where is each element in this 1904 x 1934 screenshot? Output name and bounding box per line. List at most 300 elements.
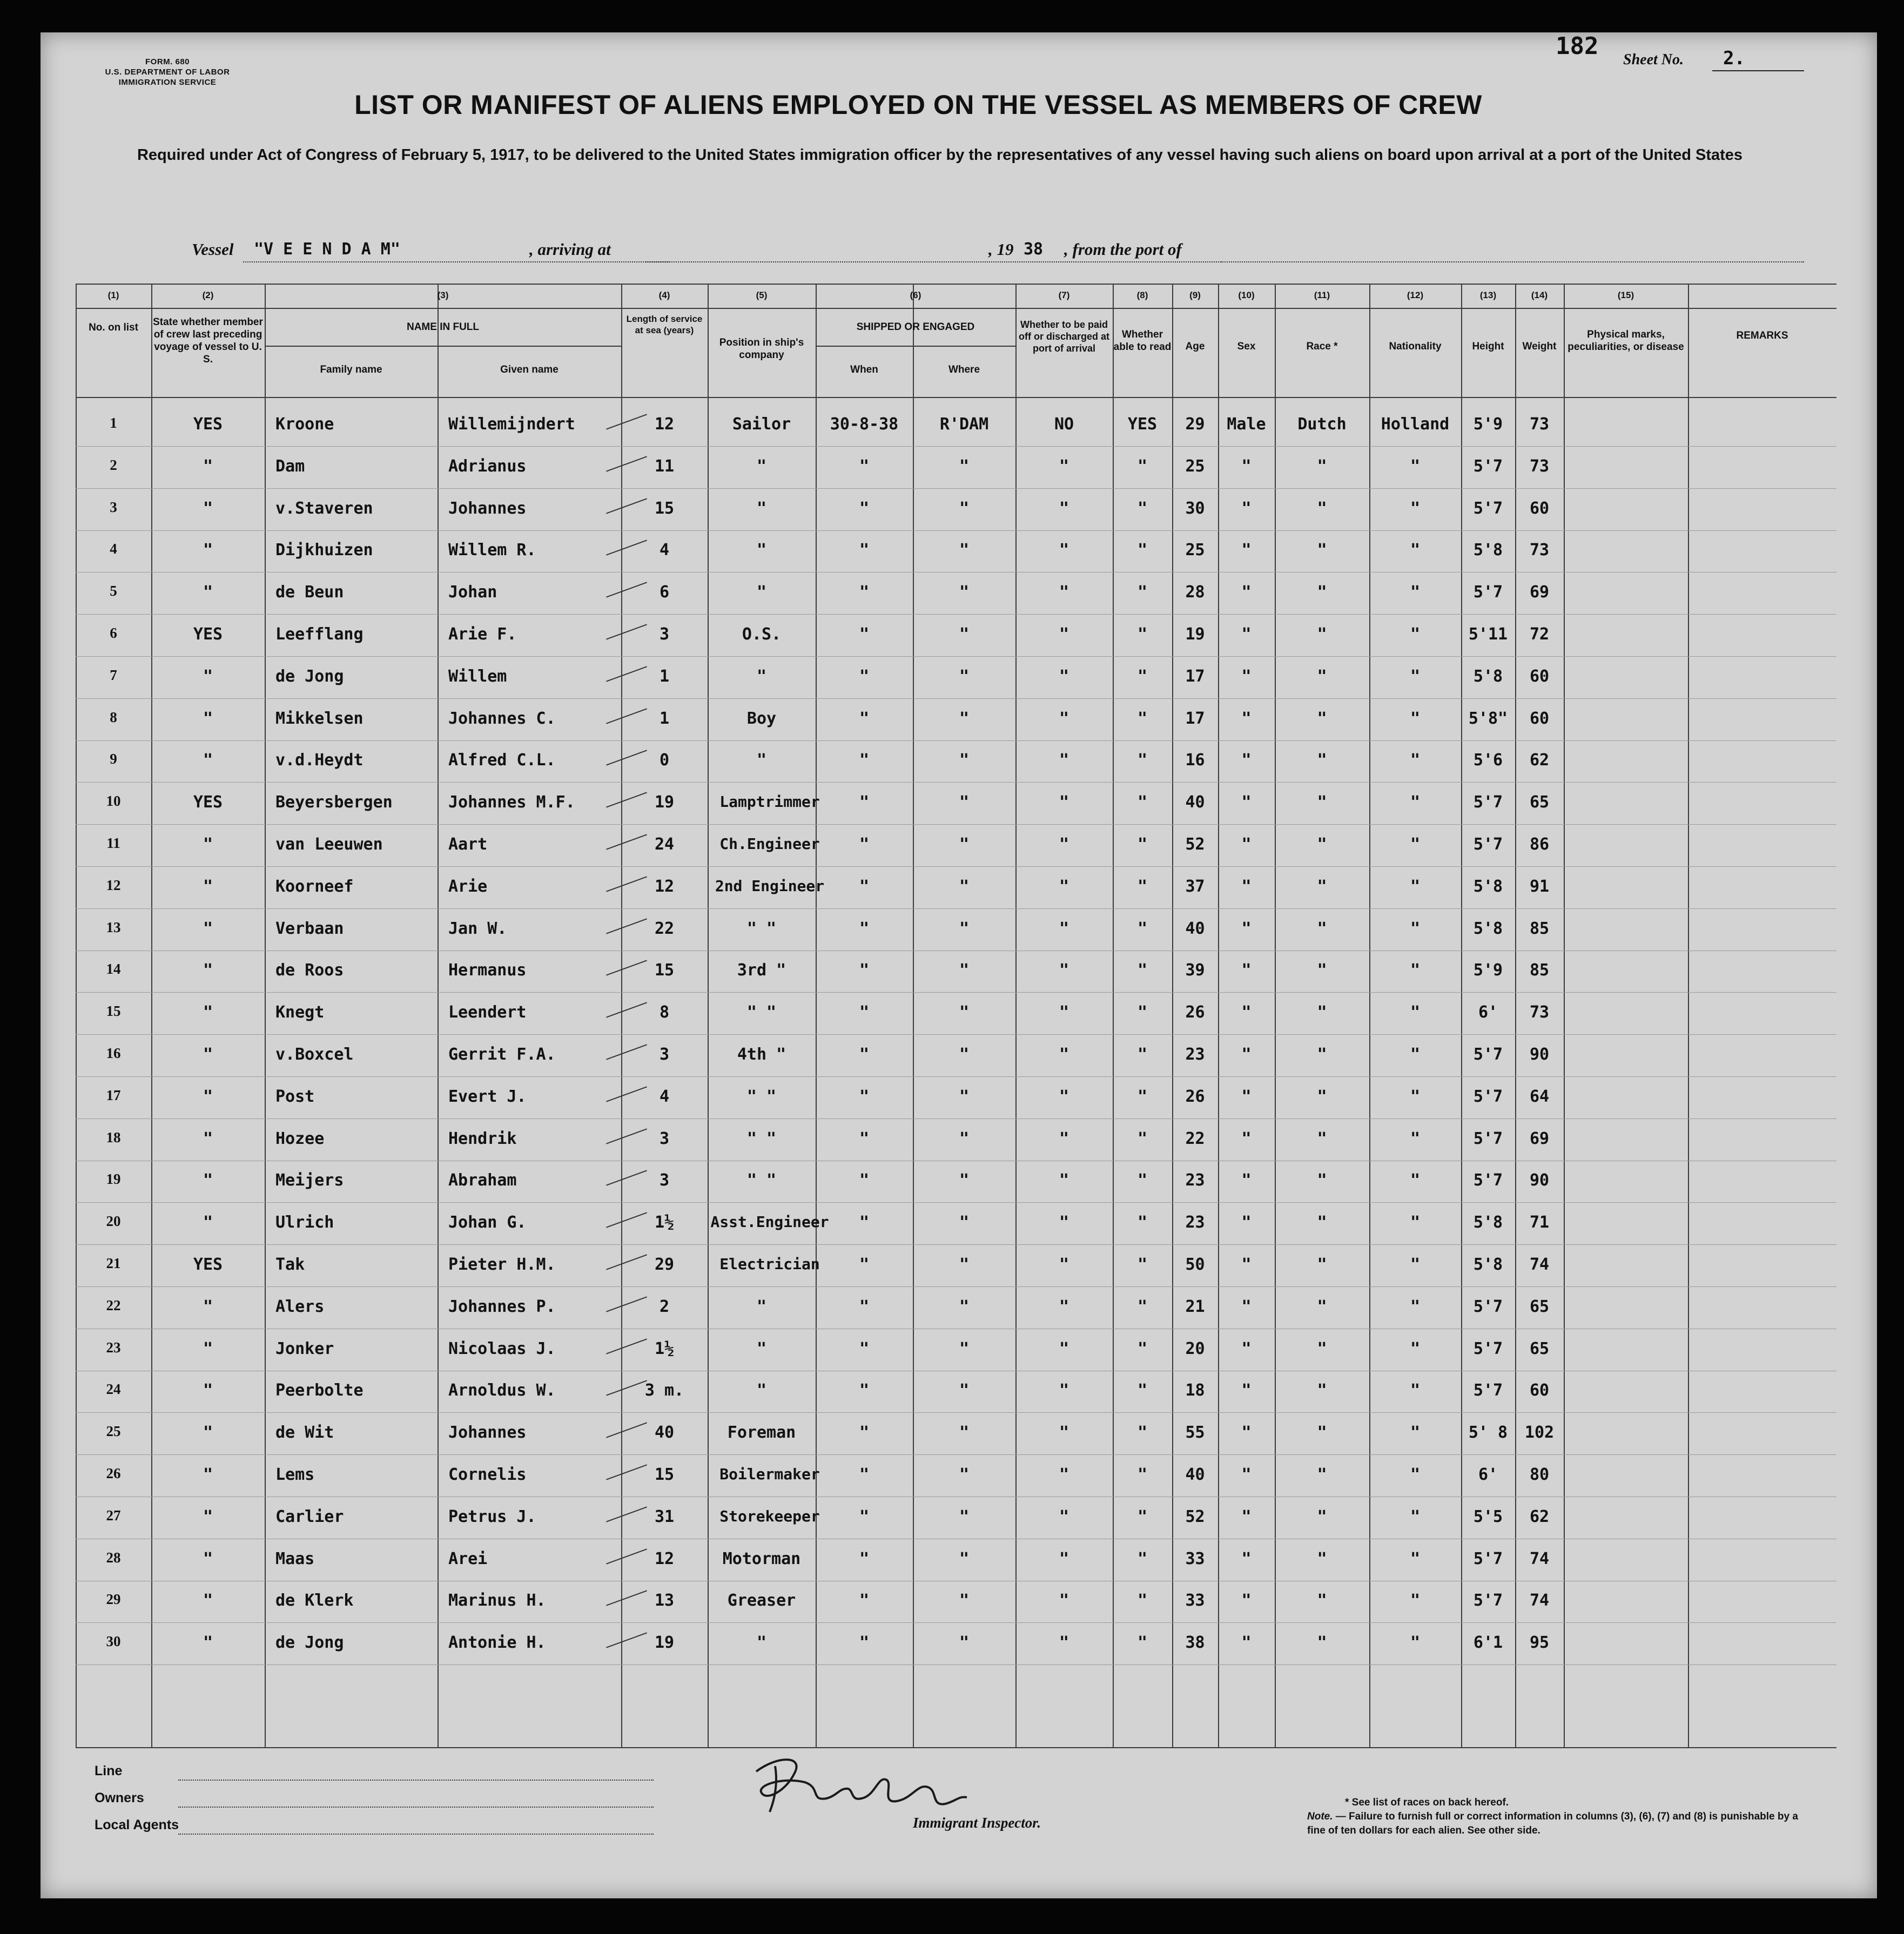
previous-voyage: " — [203, 583, 213, 602]
row-rule — [76, 782, 1836, 783]
sex: " — [1241, 1423, 1252, 1443]
shipped-where: " — [959, 1591, 970, 1610]
weight: 74 — [1529, 1255, 1550, 1274]
year-value: 38 — [1024, 240, 1044, 259]
column-divider — [265, 284, 266, 1747]
race: " — [1317, 1549, 1327, 1568]
sex: " — [1241, 709, 1252, 728]
height: 6' — [1478, 1003, 1498, 1022]
sex: " — [1241, 1549, 1252, 1568]
height: 5'7 — [1473, 1381, 1503, 1400]
row-number: 16 — [106, 1045, 121, 1061]
paid-off: " — [1059, 751, 1069, 770]
shipped-where: " — [959, 1297, 970, 1316]
able-to-read: " — [1137, 1213, 1148, 1232]
row-number: 23 — [106, 1339, 121, 1356]
given-name: Willemijndert — [448, 415, 575, 434]
age: 23 — [1185, 1171, 1205, 1190]
family-name: de Klerk — [275, 1591, 354, 1610]
paid-off: " — [1059, 1297, 1069, 1316]
race: " — [1317, 709, 1327, 728]
years-at-sea: 40 — [654, 1423, 675, 1443]
nationality: " — [1410, 751, 1421, 770]
shipped-when: " — [859, 793, 870, 812]
age: 30 — [1185, 498, 1205, 518]
from-port-label: , from the port of — [1064, 240, 1182, 259]
able-to-read: " — [1137, 1255, 1148, 1274]
sex: " — [1241, 456, 1252, 476]
shipped-when: " — [859, 666, 870, 686]
weight: 73 — [1529, 415, 1550, 434]
previous-voyage: " — [203, 1297, 213, 1316]
able-to-read: " — [1137, 1591, 1148, 1610]
weight: 73 — [1529, 1003, 1550, 1022]
height: 5'5 — [1473, 1507, 1503, 1526]
column-number: (9) — [1189, 290, 1201, 300]
row-rule — [76, 656, 1836, 657]
shipped-when: " — [859, 625, 870, 644]
able-to-read: " — [1137, 1129, 1148, 1148]
family-name: Dijkhuizen — [275, 541, 373, 560]
header-state-whether: State whether member of crew last preceding voyage of vessel to U. S. — [153, 316, 263, 365]
vessel-label: Vessel — [192, 240, 234, 259]
race: " — [1317, 1255, 1327, 1274]
previous-voyage: " — [203, 498, 213, 518]
row-rule — [76, 1076, 1836, 1077]
nationality: " — [1410, 583, 1421, 602]
column-divider — [1688, 284, 1689, 1747]
sex: " — [1241, 1003, 1252, 1022]
row-number: 22 — [106, 1297, 121, 1313]
able-to-read: " — [1137, 1465, 1148, 1484]
nationality: " — [1410, 1255, 1421, 1274]
inspector-label: Immigrant Inspector. — [913, 1815, 1041, 1831]
shipped-when: " — [859, 1633, 870, 1653]
given-name: Arie — [448, 877, 488, 896]
weight: 69 — [1529, 583, 1550, 602]
shipped-where: " — [959, 498, 970, 518]
years-at-sea: 12 — [654, 877, 675, 896]
weight: 72 — [1529, 625, 1550, 644]
weight: 74 — [1529, 1591, 1550, 1610]
header-given-name: Given name — [500, 364, 559, 375]
able-to-read: " — [1137, 1297, 1148, 1316]
row-rule — [76, 530, 1836, 531]
ship-position: " " — [746, 919, 777, 938]
height: 5'9 — [1473, 961, 1503, 980]
ship-position: Motorman — [722, 1549, 801, 1568]
sex: " — [1241, 835, 1252, 854]
header-where: Where — [948, 364, 980, 375]
given-name: Johannes — [448, 498, 527, 518]
previous-voyage: " — [203, 666, 213, 686]
nationality: " — [1410, 666, 1421, 686]
port-underline — [1221, 261, 1804, 262]
years-at-sea: 15 — [654, 961, 675, 980]
ship-position: Asst.Engineer — [710, 1213, 829, 1231]
age: 23 — [1185, 1213, 1205, 1232]
ship-position: " — [756, 1339, 767, 1358]
shipped-when: " — [859, 1297, 870, 1316]
nationality: " — [1410, 1591, 1421, 1610]
family-name: Koorneef — [275, 877, 354, 896]
given-name: Hendrik — [448, 1129, 517, 1148]
shipped-when: " — [859, 709, 870, 728]
family-name: Meijers — [275, 1171, 344, 1190]
shipped-when: " — [859, 1549, 870, 1568]
previous-voyage: " — [203, 1591, 213, 1610]
paid-off: " — [1059, 1213, 1069, 1232]
able-to-read: " — [1137, 709, 1148, 728]
paid-off: " — [1059, 1423, 1069, 1443]
ship-position: O.S. — [742, 625, 782, 644]
shipped-where: " — [959, 1129, 970, 1148]
paid-off: " — [1059, 1633, 1069, 1653]
able-to-read: " — [1137, 625, 1148, 644]
shipped-where: " — [959, 541, 970, 560]
ship-position: " " — [746, 1129, 777, 1148]
shipped-where: " — [959, 1087, 970, 1106]
weight: 64 — [1529, 1087, 1550, 1106]
race: " — [1317, 541, 1327, 560]
shipped-where: " — [959, 456, 970, 476]
race: " — [1317, 751, 1327, 770]
previous-voyage: " — [203, 1087, 213, 1106]
race: " — [1317, 1633, 1327, 1653]
age: 40 — [1185, 919, 1205, 938]
paid-off: " — [1059, 625, 1069, 644]
previous-voyage: " — [203, 1171, 213, 1190]
sex: " — [1241, 1129, 1252, 1148]
height: 5'7 — [1473, 498, 1503, 518]
header-height: Height — [1472, 341, 1504, 352]
years-at-sea: 4 — [659, 541, 670, 560]
years-at-sea: 8 — [659, 1003, 670, 1022]
column-divider — [438, 284, 439, 1747]
given-name: Alfred C.L. — [448, 751, 556, 770]
ship-position: Foreman — [727, 1423, 796, 1443]
shipped-where: " — [959, 1171, 970, 1190]
weight: 60 — [1529, 709, 1550, 728]
given-name: Johannes P. — [448, 1297, 556, 1316]
row-number: 27 — [106, 1507, 121, 1524]
row-rule — [76, 866, 1836, 867]
weight: 102 — [1524, 1423, 1555, 1443]
shipped-when: " — [859, 1507, 870, 1526]
shipped-where: " — [959, 877, 970, 896]
row-rule — [76, 824, 1836, 825]
column-number: (13) — [1479, 290, 1497, 300]
vessel-info-row — [157, 238, 1804, 265]
nationality: " — [1410, 961, 1421, 980]
header-weight: Weight — [1522, 341, 1557, 352]
years-at-sea: 13 — [654, 1591, 675, 1610]
age: 16 — [1185, 751, 1205, 770]
given-name: Hermanus — [448, 961, 527, 980]
ship-position: 4th " — [737, 1045, 786, 1064]
row-number: 19 — [106, 1171, 121, 1188]
given-name: Johan G. — [448, 1213, 527, 1232]
age: 39 — [1185, 961, 1205, 980]
ship-position: Boy — [746, 709, 777, 728]
years-at-sea: 11 — [654, 456, 675, 476]
shipped-when: " — [859, 1045, 870, 1064]
weight: 60 — [1529, 666, 1550, 686]
years-at-sea: 3 — [659, 1171, 670, 1190]
paid-off: " — [1059, 666, 1069, 686]
weight: 65 — [1529, 793, 1550, 812]
given-name: Gerrit F.A. — [448, 1045, 556, 1064]
document-title: LIST OR MANIFEST OF ALIENS EMPLOYED ON THE VESSEL AS MEMBERS OF CREW — [354, 90, 1482, 120]
years-at-sea: 3 — [659, 1129, 670, 1148]
ship-position: " " — [746, 1171, 777, 1190]
race: " — [1317, 583, 1327, 602]
inspector-signature — [745, 1750, 972, 1820]
age: 25 — [1185, 456, 1205, 476]
given-name: Abraham — [448, 1171, 517, 1190]
race: " — [1317, 1213, 1327, 1232]
given-name: Leendert — [448, 1003, 527, 1022]
family-name: Tak — [275, 1255, 305, 1274]
sex: " — [1241, 666, 1252, 686]
column-number: (7) — [1058, 290, 1070, 300]
service-name: IMMIGRATION SERVICE — [118, 78, 217, 87]
sex: " — [1241, 1045, 1252, 1064]
height: 5'7 — [1473, 1297, 1503, 1316]
weight: 60 — [1529, 1381, 1550, 1400]
shipped-where: " — [959, 835, 970, 854]
shipped-when: " — [859, 961, 870, 980]
paid-off: " — [1059, 877, 1069, 896]
race: " — [1317, 1465, 1327, 1484]
previous-voyage: " — [203, 1465, 213, 1484]
height: 5'8 — [1473, 1213, 1503, 1232]
height: 5'7 — [1473, 1129, 1503, 1148]
header-physical-marks: Physical marks, peculiarities, or disease — [1567, 329, 1684, 353]
row-number: 25 — [106, 1423, 121, 1440]
sex: " — [1241, 919, 1252, 938]
years-at-sea: 15 — [654, 1465, 675, 1484]
row-rule — [76, 1244, 1836, 1245]
ship-position: 2nd Engineer — [715, 877, 825, 895]
given-name: Cornelis — [448, 1465, 527, 1484]
family-name: Alers — [275, 1297, 325, 1316]
race: " — [1317, 793, 1327, 812]
age: 38 — [1185, 1633, 1205, 1653]
given-name: Pieter H.M. — [448, 1255, 556, 1274]
shipped-where: " — [959, 1549, 970, 1568]
shipped-when: 30-8-38 — [830, 415, 899, 434]
previous-voyage: " — [203, 1423, 213, 1443]
age: 37 — [1185, 877, 1205, 896]
header-family-name: Family name — [320, 364, 382, 375]
previous-voyage: YES — [193, 415, 223, 434]
height: 5'8 — [1473, 1255, 1503, 1274]
ship-position: 3rd " — [737, 961, 786, 980]
shipped-where: " — [959, 1339, 970, 1358]
family-name: de Jong — [275, 1633, 344, 1653]
age: 52 — [1185, 835, 1205, 854]
weight: 65 — [1529, 1339, 1550, 1358]
shipped-where: " — [959, 1633, 970, 1653]
row-number: 17 — [106, 1087, 121, 1103]
able-to-read: " — [1137, 541, 1148, 560]
race: " — [1317, 919, 1327, 938]
able-to-read: " — [1137, 1045, 1148, 1064]
header-race: Race * — [1306, 341, 1338, 352]
age: 18 — [1185, 1381, 1205, 1400]
years-at-sea: 12 — [654, 1549, 675, 1568]
local-agents-label: Local Agents — [95, 1817, 179, 1832]
previous-voyage: YES — [193, 793, 223, 812]
family-name: Post — [275, 1087, 315, 1106]
sex: " — [1241, 1633, 1252, 1653]
header-name-in-full: NAME IN FULL — [406, 321, 480, 333]
row-rule — [76, 1034, 1836, 1035]
shipped-when: " — [859, 919, 870, 938]
shipped-where: " — [959, 1423, 970, 1443]
owners-field — [178, 1807, 654, 1808]
height: 5'8 — [1473, 919, 1503, 938]
row-number: 26 — [106, 1465, 121, 1481]
years-at-sea: 1 — [659, 709, 670, 728]
sex: " — [1241, 1171, 1252, 1190]
years-at-sea: 19 — [654, 793, 675, 812]
year-prefix: , 19 — [988, 240, 1014, 259]
shipped-when: " — [859, 498, 870, 518]
note-label: Note. — [1307, 1811, 1333, 1822]
shipped-when: " — [859, 1213, 870, 1232]
column-number: (4) — [658, 290, 670, 300]
able-to-read: YES — [1127, 415, 1158, 434]
column-number: (12) — [1407, 290, 1424, 300]
shipped-when: " — [859, 1129, 870, 1148]
nationality: " — [1410, 1129, 1421, 1148]
height: 5'7 — [1473, 1339, 1503, 1358]
family-name: Peerbolte — [275, 1381, 364, 1400]
given-name: Adrianus — [448, 456, 527, 476]
age: 20 — [1185, 1339, 1205, 1358]
header-rule — [76, 308, 1836, 309]
height: 5'7 — [1473, 1549, 1503, 1568]
previous-voyage: " — [203, 1507, 213, 1526]
row-number: 7 — [110, 666, 117, 683]
sex: " — [1241, 1087, 1252, 1106]
height: 5'8 — [1473, 541, 1503, 560]
nationality: " — [1410, 1423, 1421, 1443]
shipped-where: " — [959, 1465, 970, 1484]
able-to-read: " — [1137, 1381, 1148, 1400]
document-subtitle: Required under Act of Congress of February 5, 1917, to be delivered to the United States immigration officer by the representatives of any vessel having such aliens on board upon arrival at a port of the United States — [137, 146, 1743, 164]
family-name: Maas — [275, 1549, 315, 1568]
previous-voyage: " — [203, 709, 213, 728]
weight: 86 — [1529, 835, 1550, 854]
previous-voyage: " — [203, 1381, 213, 1400]
row-number: 30 — [106, 1633, 121, 1650]
sex: " — [1241, 541, 1252, 560]
header-remarks: REMARKS — [1736, 330, 1788, 341]
paid-off: " — [1059, 1129, 1069, 1148]
height: 5'7 — [1473, 793, 1503, 812]
height: 5'8 — [1473, 877, 1503, 896]
race: " — [1317, 498, 1327, 518]
sex: " — [1241, 1591, 1252, 1610]
previous-voyage: " — [203, 1339, 213, 1358]
row-rule — [76, 614, 1836, 615]
race: Dutch — [1297, 415, 1347, 434]
age: 21 — [1185, 1297, 1205, 1316]
previous-voyage: " — [203, 751, 213, 770]
able-to-read: " — [1137, 1423, 1148, 1443]
nationality: Holland — [1381, 415, 1450, 434]
able-to-read: " — [1137, 1633, 1148, 1653]
previous-voyage: " — [203, 877, 213, 896]
ship-position: " — [756, 666, 767, 686]
row-number: 3 — [110, 498, 117, 515]
ship-position: " — [756, 541, 767, 560]
shipped-where: " — [959, 1003, 970, 1022]
shipped-when: " — [859, 751, 870, 770]
sex: " — [1241, 961, 1252, 980]
nationality: " — [1410, 1171, 1421, 1190]
column-number: (11) — [1314, 290, 1330, 300]
given-name: Jan W. — [448, 919, 507, 938]
paid-off: " — [1059, 1045, 1069, 1064]
height: 5'7 — [1473, 1045, 1503, 1064]
paid-off: " — [1059, 961, 1069, 980]
column-number: (14) — [1531, 290, 1548, 300]
row-rule — [76, 1202, 1836, 1203]
footer-notes — [1307, 1796, 1804, 1838]
row-rule — [76, 1622, 1836, 1623]
family-name: v.Staveren — [275, 498, 373, 518]
age: 17 — [1185, 709, 1205, 728]
ship-position: " — [756, 583, 767, 602]
shipped-where: " — [959, 919, 970, 938]
race: " — [1317, 625, 1327, 644]
nationality: " — [1410, 1003, 1421, 1022]
given-name: Arnoldus W. — [448, 1381, 556, 1400]
family-name: v.d.Heydt — [275, 751, 364, 770]
shipped-where: " — [959, 961, 970, 980]
years-at-sea: 24 — [654, 835, 675, 854]
shipped-where: " — [959, 751, 970, 770]
header-age: Age — [1185, 341, 1205, 352]
header-nationality: Nationality — [1389, 341, 1442, 352]
column-number: (15) — [1617, 290, 1634, 300]
given-name: Marinus H. — [448, 1591, 546, 1610]
form-number: FORM. 680 — [145, 57, 190, 66]
column-number: (2) — [202, 290, 214, 300]
family-name: Mikkelsen — [275, 709, 364, 728]
age: 19 — [1185, 625, 1205, 644]
shipped-where: " — [959, 1045, 970, 1064]
years-at-sea: 0 — [659, 751, 670, 770]
header-rule — [76, 397, 1836, 398]
paid-off: " — [1059, 1339, 1069, 1358]
weight: 90 — [1529, 1045, 1550, 1064]
able-to-read: " — [1137, 1171, 1148, 1190]
header-when: When — [850, 364, 878, 375]
race: " — [1317, 1507, 1327, 1526]
ship-position: Greaser — [727, 1591, 796, 1610]
family-name: de Beun — [275, 583, 344, 602]
years-at-sea: 6 — [659, 583, 670, 602]
able-to-read: " — [1137, 961, 1148, 980]
sex: " — [1241, 1381, 1252, 1400]
paid-off: " — [1059, 1465, 1069, 1484]
shipped-where: R'DAM — [939, 415, 989, 434]
